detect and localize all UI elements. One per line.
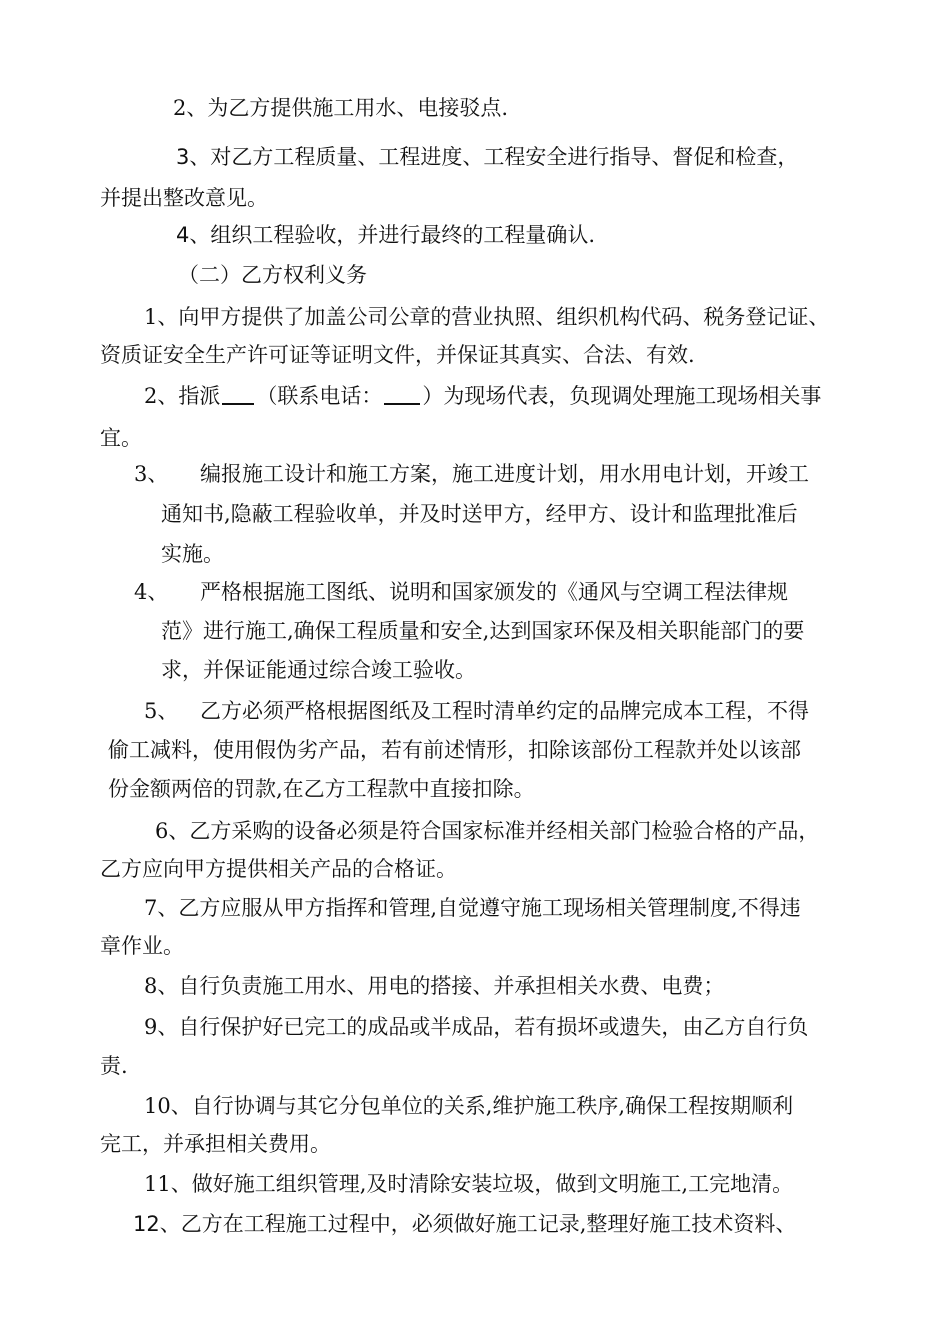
- paragraph-line: 并提出整改意见。: [100, 186, 268, 210]
- paragraph-line: 范》进行施工,确保工程质量和安全,达到国家环保及相关职能部门的要: [161, 619, 805, 643]
- paragraph-line: 实施。: [161, 542, 224, 566]
- paragraph-line: 宜。: [100, 426, 142, 450]
- line-text: （联系电话：: [256, 384, 383, 408]
- paragraph-line: 份金额两倍的罚款,在乙方工程款中直接扣除。: [108, 777, 535, 801]
- paragraph-line: 资质证安全生产许可证等证明文件，并保证其真实、合法、有效.: [100, 343, 695, 367]
- item-number: 3: [176, 145, 190, 169]
- paragraph-line: 求，并保证能通过综合竣工验收。: [161, 658, 476, 682]
- phone-blank: [384, 383, 420, 405]
- paragraph-line: 通知书,隐蔽工程验收单，并及时送甲方，经甲方、设计和监理批准后: [161, 502, 798, 526]
- paragraph-line: 编报施工设计和施工方案，施工进度计划，用水用电计划，开竣工: [200, 462, 809, 486]
- item-number: 3、: [134, 462, 169, 486]
- paragraph-line: [133, 1210, 796, 1238]
- line-text: 、乙方在工程施工过程中，必须做好施工记录,整理好施工技术资料、: [159, 1212, 797, 1236]
- line-text: ）为现场代表，负现调处理施工现场相关事: [422, 384, 822, 408]
- paragraph-line: 2、为乙方提供施工用水、电接驳点.: [173, 96, 509, 120]
- line-text: 、对乙方工程质量、工程进度、工程安全进行指导、督促和检查，: [189, 145, 799, 169]
- paragraph-line: 9、自行保护好已完工的成品或半成品，若有损坏或遗失，由乙方自行负: [144, 1015, 809, 1039]
- paragraph-line: [144, 382, 821, 410]
- item-number: 4: [176, 223, 190, 247]
- paragraph-line: 10、自行协调与其它分包单位的关系,维护施工秩序,确保工程按期顺利: [144, 1094, 794, 1118]
- paragraph-line: 11、做好施工组织管理,及时清除安装垃圾，做到文明施工,工完地清。: [144, 1172, 794, 1196]
- line-text: 2、指派: [144, 384, 221, 408]
- section-heading: （二）乙方权利义务: [178, 263, 367, 287]
- paragraph-line: 乙方应向甲方提供相关产品的合格证。: [100, 857, 457, 881]
- item-number: 5、: [144, 699, 179, 723]
- line-text: 、组织工程验收，并进行最终的工程量确认.: [189, 223, 596, 247]
- item-number: 12: [133, 1212, 160, 1236]
- paragraph-line: 章作业。: [100, 934, 184, 958]
- paragraph-line: 责.: [100, 1054, 128, 1078]
- paragraph-line: 7、乙方应服从甲方指挥和管理,自觉遵守施工现场相关管理制度,不得违: [144, 896, 801, 920]
- paragraph-line: 6、乙方采购的设备必须是符合国家标准并经相关部门检验合格的产品，: [155, 819, 820, 843]
- paragraph-line: 8、自行负责施工用水、用电的搭接、并承担相关水费、电费；: [144, 974, 725, 998]
- paragraph-line: 1、向甲方提供了加盖公司公章的营业执照、组织机构代码、税务登记证、: [144, 305, 830, 329]
- paragraph-line: 乙方必须严格根据图纸及工程时清单约定的品牌完成本工程，不得: [200, 699, 809, 723]
- paragraph-line: 偷工减料，使用假伪劣产品，若有前述情形，扣除该部份工程款并处以该部: [108, 738, 801, 762]
- paragraph-line: [176, 221, 595, 249]
- paragraph-line: [176, 143, 798, 171]
- paragraph-line: 完工，并承担相关费用。: [100, 1132, 331, 1156]
- item-number: 4、: [134, 580, 169, 604]
- paragraph-line: 严格根据施工图纸、说明和国家颁发的《通风与空调工程法律规: [200, 580, 788, 604]
- representative-blank: [222, 383, 254, 405]
